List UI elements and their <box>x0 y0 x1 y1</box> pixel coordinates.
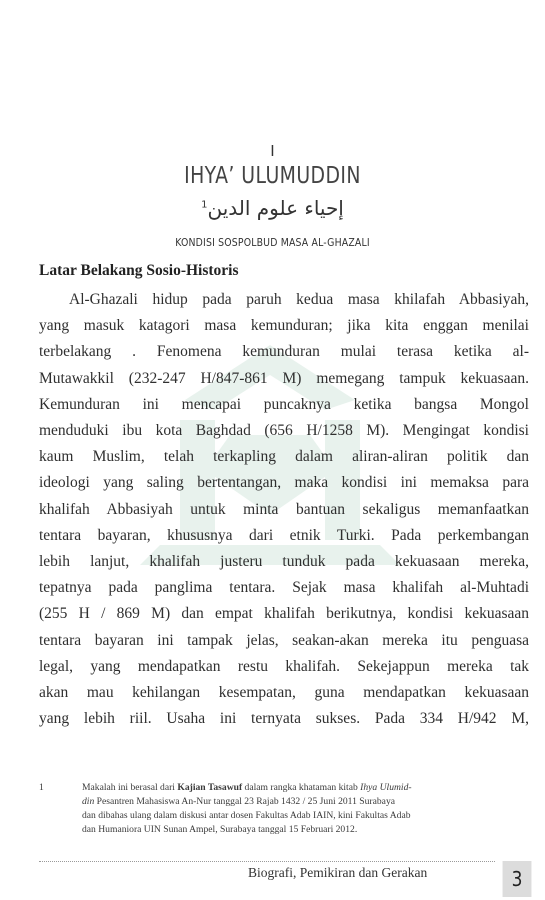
footnote-text: Pesantren Mahasiswa An-Nur tanggal 23 Rajab 1432 / 25 Juni 2011 Surabaya <box>94 796 395 807</box>
footnote <box>39 781 529 837</box>
text-line: Al-Ghazali hidup pada paruh kedua masa khilafah Abbasiyah, <box>69 291 529 308</box>
text-line: terbelakang . Fenomena kemunduran mulai terasa ketika al- <box>39 343 529 361</box>
text-line: lebih lanjut, khalifah justeru tunduk pada kekuasaan mereka, <box>39 553 529 571</box>
text-line: Kemunduran ini mencapai puncaknya ketika bangsa Mongol <box>39 395 529 413</box>
footnote-italic-text: Ihya Ulumid- <box>360 782 412 793</box>
text-line: tentara bayaran ini tampak jelas, seakan-akan mereka itu penguasa <box>39 631 529 649</box>
footnote-line <box>82 795 529 809</box>
text-line: yang lebih riil. Usaha ini ternyata sukses. Pada 334 H/942 M, <box>39 710 529 728</box>
footnote-body <box>82 781 529 837</box>
text-line: tepatnya pada panglima tentara. Sejak masa khalifah al-Muhtadi <box>39 579 529 597</box>
chapter-number: I <box>270 142 275 160</box>
text-line: khalifah Abbasiyah untuk minta bantuan sekaligus memanfaatkan <box>39 500 529 518</box>
arabic-title <box>0 196 545 220</box>
footnote-line: dan dibahas ulang dalam diskusi antar dosen Fakultas Adab IAIN, kini Fakultas Adab <box>82 810 411 821</box>
footnote-line: dan Humaniora UIN Sunan Ampel, Surabaya tanggal 15 Februari 2012. <box>82 824 358 835</box>
footnote-text: dalam rangka khataman kitab <box>242 782 361 793</box>
text-line: tentara bayaran, khususnya dari etnik Turki. Pada perkembangan <box>39 526 529 544</box>
footnote-text: Makalah ini berasal dari <box>82 782 178 793</box>
footnote-number: 1 <box>39 782 44 793</box>
chapter-title: IHYA’ ULUMUDDIN <box>184 163 361 189</box>
footnote-line <box>82 781 529 795</box>
text-line: ideologi yang saling bertentangan, maka kondisi ini memaksa para <box>39 474 529 492</box>
running-footer: Biografi, Pemikiran dan Gerakan <box>248 865 428 880</box>
footer-divider <box>39 861 495 862</box>
text-line: Mutawakkil (232-247 H/847-861 M) memegang tampuk kekuasaan. <box>39 369 529 387</box>
chapter-subtitle: KONDISI SOSPOLBUD MASA AL-GHAZALI <box>175 236 370 249</box>
text-line: kaum Muslim, telah terkapling dalam aliran-aliran politik dan <box>39 448 529 466</box>
text-line: menduduki ibu kota Baghdad (656 H/1258 M). Mengingat kondisi <box>39 422 529 440</box>
section-heading: Latar Belakang Sosio-Historis <box>39 262 239 279</box>
footnote-italic-text: din <box>82 796 95 807</box>
footnote-bold-text: Kajian Tasawuf <box>177 782 243 793</box>
body-paragraph <box>39 287 529 732</box>
text-line: legal, yang mendapatkan restu khalifah. Sekejappun mereka tak <box>39 657 529 675</box>
page-number: 3 <box>503 861 532 897</box>
arabic-title-text: إحياء علوم الدين <box>207 196 344 220</box>
text-line: yang masuk katagori masa kemunduran; jika kita enggan menilai <box>39 317 529 335</box>
text-line: (255 H / 869 M) dan empat khalifah berikutnya, kondisi kekuasaan <box>39 605 529 623</box>
footnote-mark: 1 <box>201 199 208 211</box>
text-line: akan mau kehilangan kesempatan, guna mendapatkan kekuasaan <box>39 684 529 702</box>
